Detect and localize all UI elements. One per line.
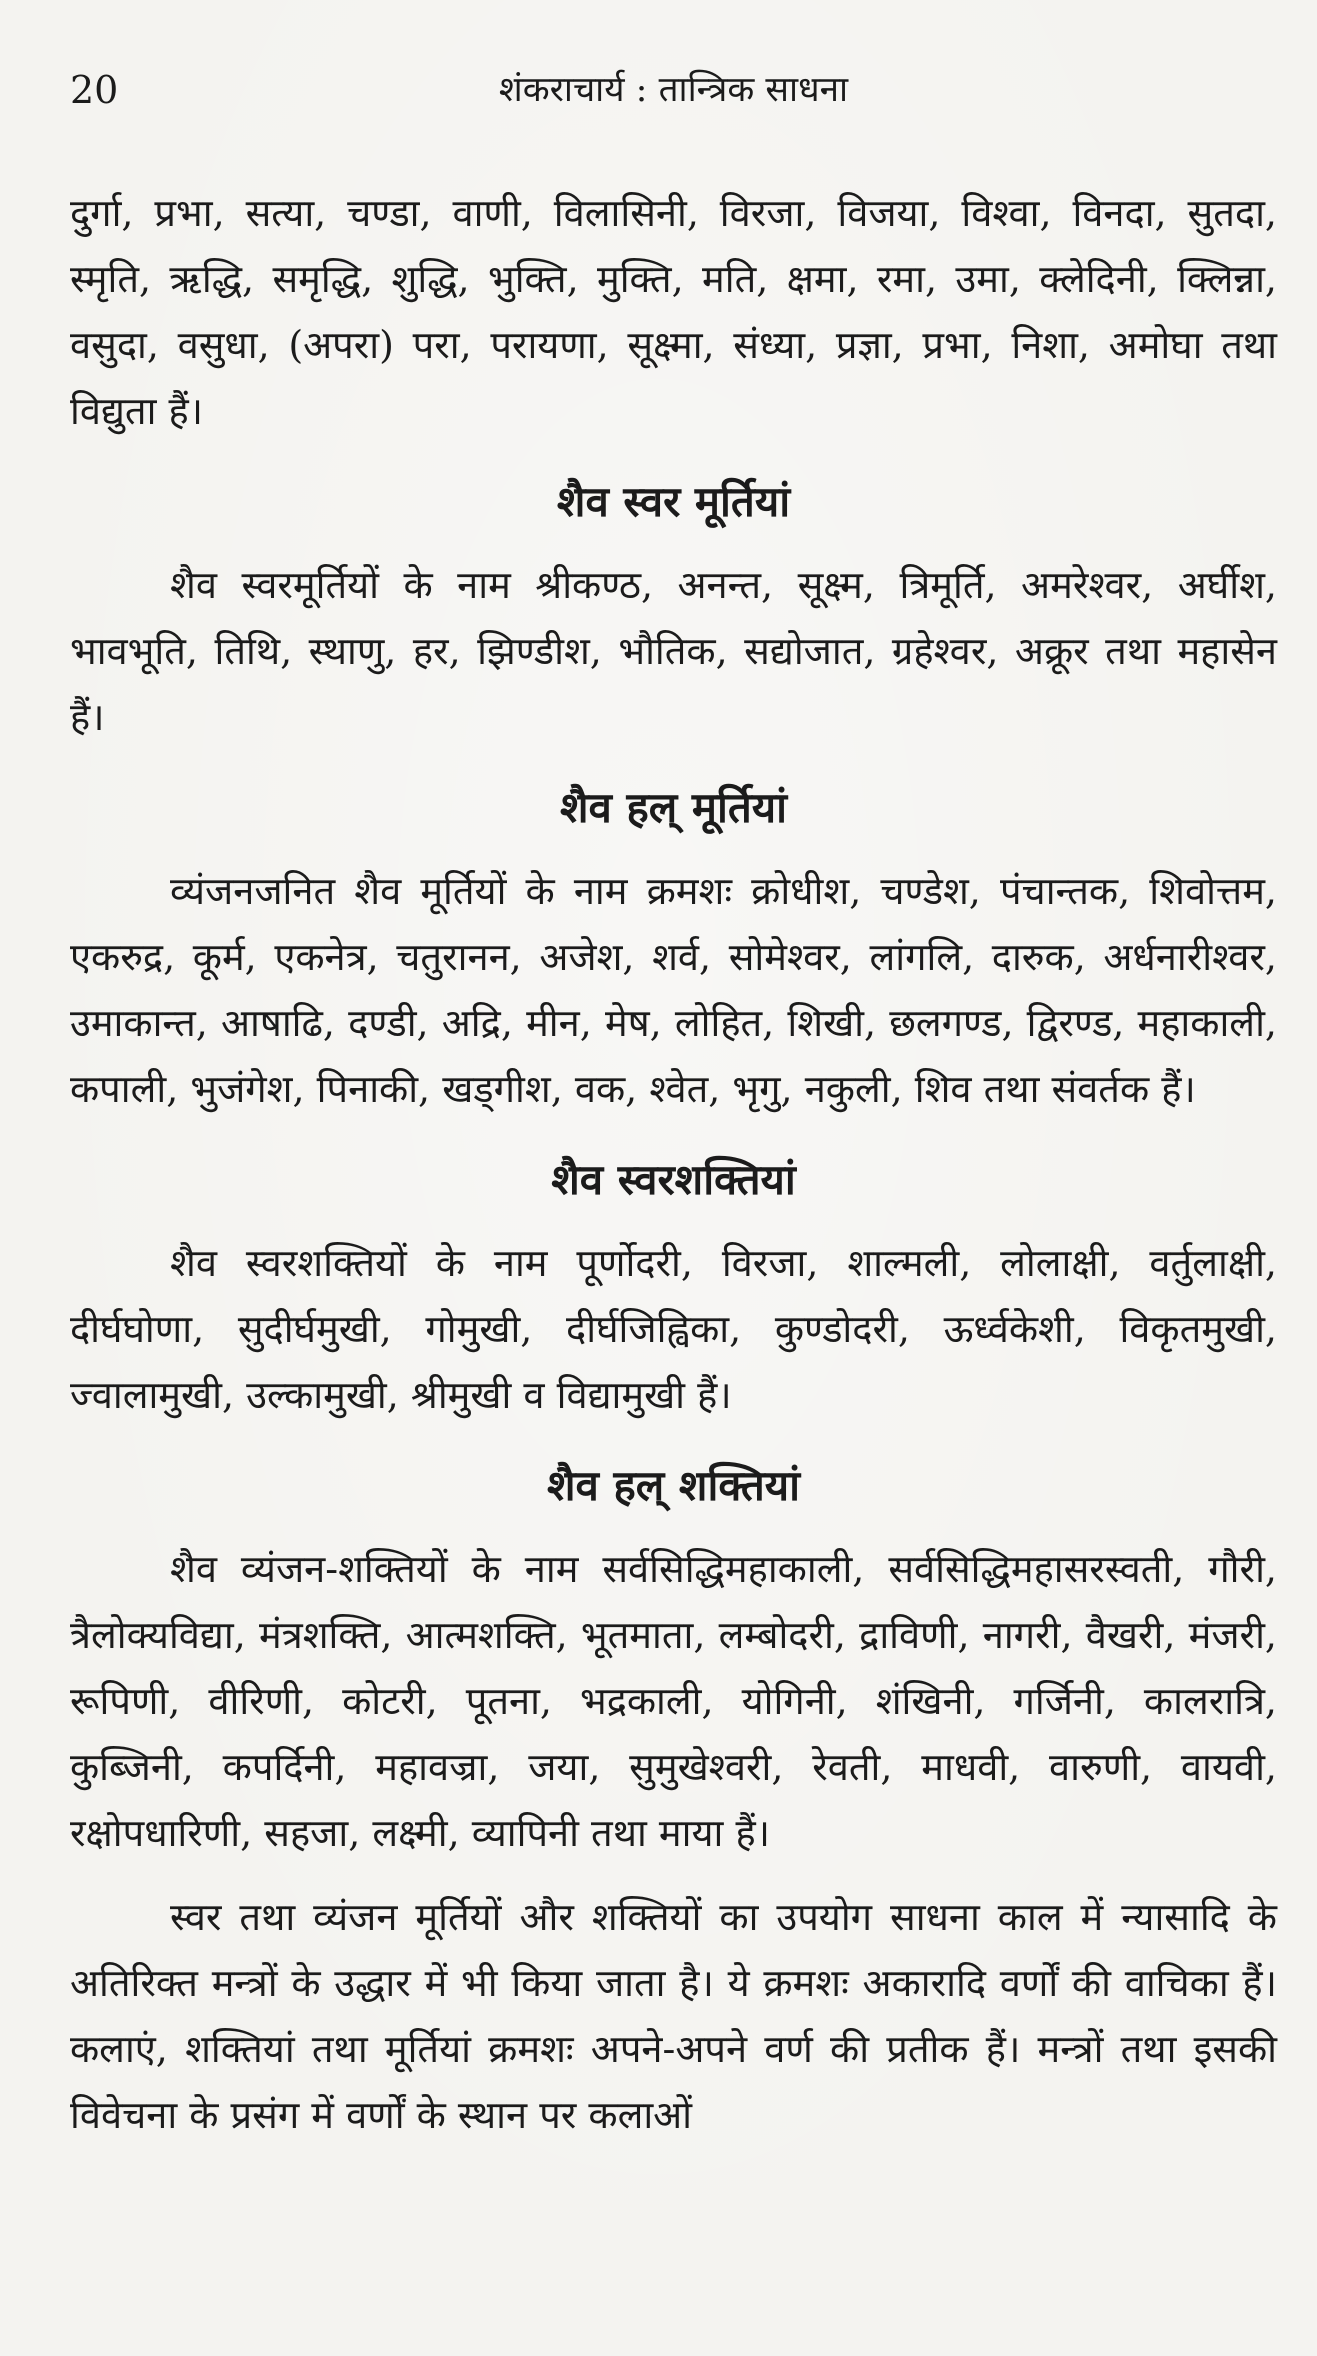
paragraph-matrika-list: दुर्गा, प्रभा, सत्या, चण्डा, वाणी, विलासिनी, विरजा, विजया, विश्वा, विनदा, सुतदा, स्मृति, ऋद्धि, समृद्धि, शुद्धि, भुक्ति, मुक्ति, मति, क्षमा, रमा, उमा, क्लेदिनी, क्लिन्ना, वसुदा, वसुधा, (अपरा) परा, परायणा, सूक्ष्मा, संध्या, प्रज्ञा, प्रभा, निशा, अमोघा तथा विद्युता हैं। xyxy=(70,191,1277,433)
page-number: 20 xyxy=(70,68,119,112)
paragraph-hal-murtiyan: व्यंजनजनित शैव मूर्तियों के नाम क्रमशः क्रोधीश, चण्डेश, पंचान्तक, शिवोत्तम, एकरुद्र, कूर्म, एकनेत्र, चतुरानन, अजेश, शर्व, सोमेश्वर, लांगलि, दारुक, अर्धनारीश्वर, उमाकान्त, आषाढि, दण्डी, अद्रि, मीन, मेष, लोहित, शिखी, छलगण्ड, द्विरण्ड, महाकाली, कपाली, भुजंगेश, पिनाकी, खड्गीश, वक, श्वेत, भृगु, नकुली, शिव तथा संवर्तक हैं। xyxy=(70,869,1277,1111)
section-heading-shaiva-svara-murtiyan: शैव स्वर मूर्तियां xyxy=(556,477,791,526)
running-title: शंकराचार्य : तान्त्रिक साधना xyxy=(498,70,849,110)
section-heading-shaiva-svarashaktiyan: शैव स्वरशक्तियां xyxy=(551,1155,796,1204)
paragraph-svarashaktiyan: शैव स्वरशक्तियों के नाम पूर्णोदरी, विरजा, शाल्मली, लोलाक्षी, वर्तुलाक्षी, दीर्घघोणा, सुदीर्घमुखी, गोमुखी, दीर्घजिह्विका, कुण्डोदरी, ऊर्ध्वकेशी, विकृतमुखी, ज्वालामुखी, उल्कामुखी, श्रीमुखी व विद्यामुखी हैं। xyxy=(70,1241,1277,1417)
section-heading-shaiva-hal-shaktiyan: शैव हल् शक्तियां xyxy=(546,1461,801,1510)
running-header xyxy=(70,60,1277,120)
paragraph-svara-murtiyan: शैव स्वरमूर्तियों के नाम श्रीकण्ठ, अनन्त, सूक्ष्म, त्रिमूर्ति, अमरेश्वर, अर्घीश, भावभूति, तिथि, स्थाणु, हर, झिण्डीश, भौतिक, सद्योजात, ग्रहेश्वर, अक्रूर तथा महासेन हैं। xyxy=(70,563,1277,739)
section-heading-shaiva-hal-murtiyan: शैव हल् मूर्तियां xyxy=(559,783,788,832)
paragraph-hal-shaktiyan: शैव व्यंजन-शक्तियों के नाम सर्वसिद्धिमहाकाली, सर्वसिद्धिमहासरस्वती, गौरी, त्रैलोक्यविद्या, मंत्रशक्ति, आत्मशक्ति, भूतमाता, लम्बोदरी, द्राविणी, नागरी, वैखरी, मंजरी, रूपिणी, वीरिणी, कोटरी, पूतना, भद्रकाली, योगिनी, शंखिनी, गर्जिनी, कालरात्रि, कुब्जिनी, कपर्दिनी, महावज्रा, जया, सुमुखेश्वरी, रेवती, माधवी, वारुणी, वायवी, रक्षोपधारिणी, सहजा, लक्ष्मी, व्यापिनी तथा माया हैं। xyxy=(70,1547,1277,1855)
paragraph-usage-note: स्वर तथा व्यंजन मूर्तियों और शक्तियों का उपयोग साधना काल में न्यासादि के अतिरिक्त मन्त्रों के उद्धार में भी किया जाता है। ये क्रमशः अकारादि वर्णों की वाचिका हैं। कलाएं, शक्तियां तथा मूर्तियां क्रमशः अपने-अपने वर्ण की प्रतीक हैं। मन्त्रों तथा इसकी विवेचना के प्रसंग में वर्णों के स्थान पर कलाओं xyxy=(70,1895,1277,2137)
